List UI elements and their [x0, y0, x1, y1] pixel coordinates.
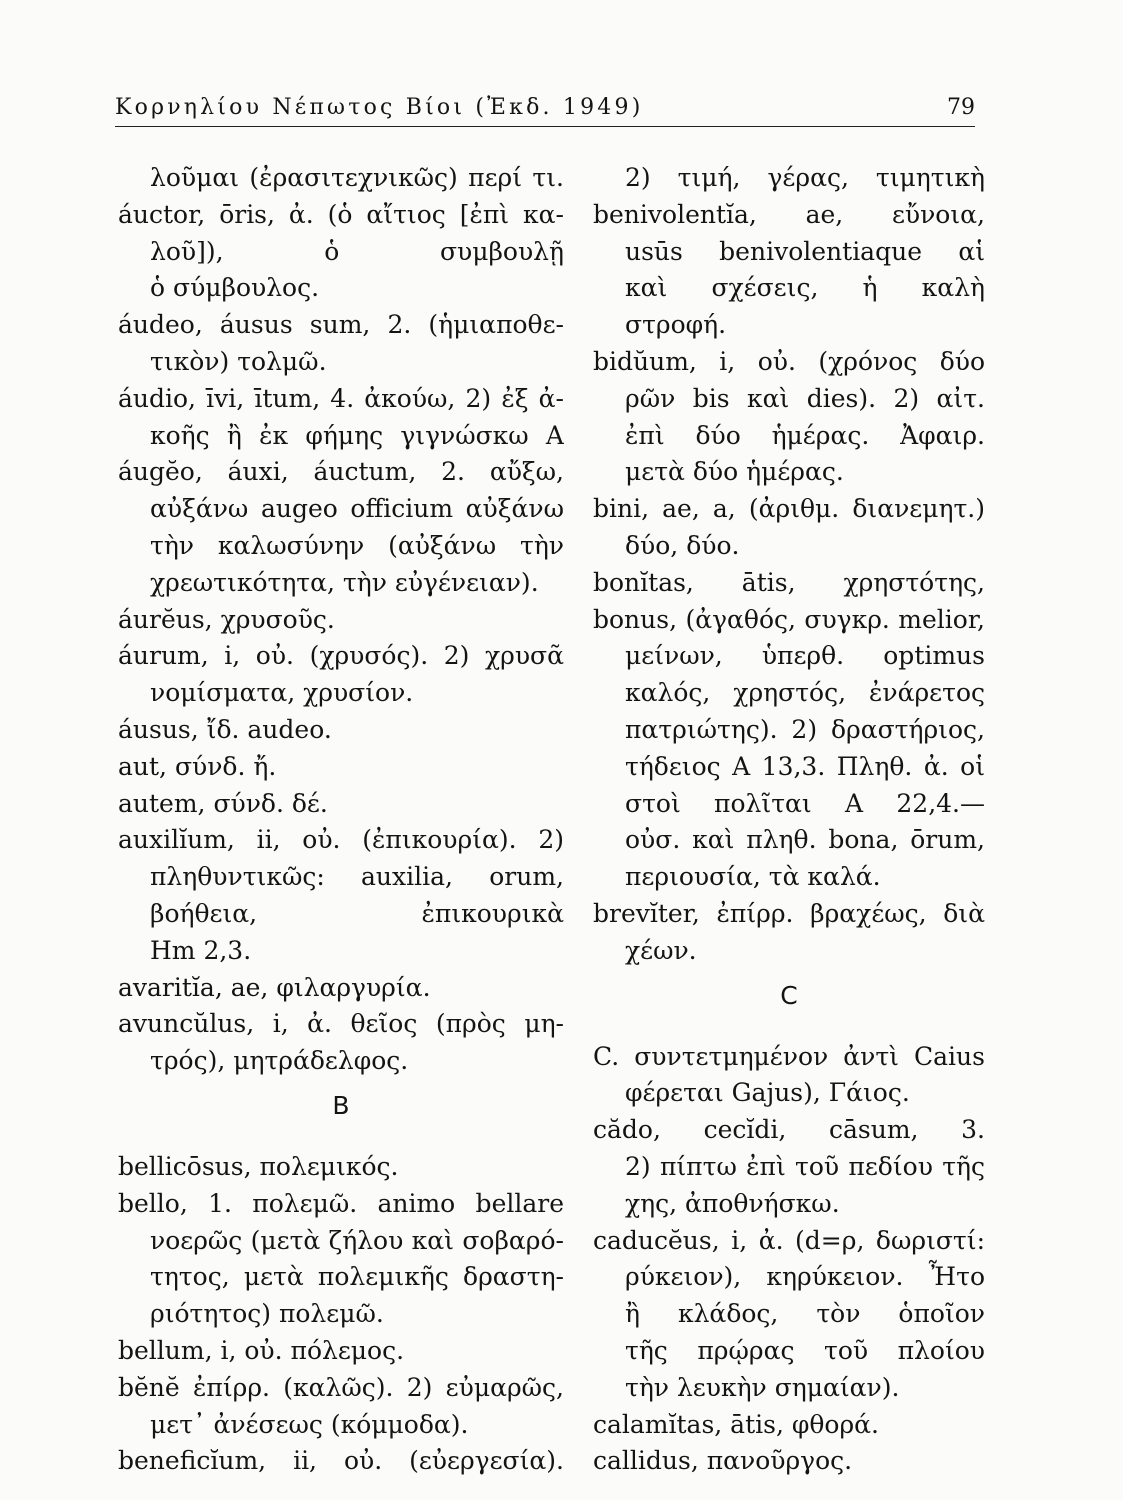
- dictionary-entry-line: aut, σύνδ. ἤ.: [118, 751, 277, 781]
- dictionary-entry-line: áugĕo, áuxi, áuctum, 2. αὔξω,: [118, 457, 564, 487]
- entry-continuation-line: φέρεται Gajus), Γάιος.: [625, 1078, 910, 1108]
- entry-continuation-line: καλός, χρηστός, ἐνάρετος: [625, 678, 985, 708]
- dictionary-entry-line: áurĕus, χρυσοῦς.: [118, 604, 335, 634]
- entry-continuation-line: περιουσία, τὰ καλά.: [625, 862, 881, 892]
- dictionary-entry-line: bonĭtas, ātis, χρηστότης,: [593, 567, 985, 597]
- entry-continuation-line: αὐξάνω augeo officium αὐξάνω: [150, 494, 564, 524]
- dictionary-entry-line: C. συντετμημένον ἀντὶ Caius: [593, 1041, 985, 1071]
- entry-continuation-line: usūs benivolentiaque αἱ: [625, 236, 985, 266]
- entry-continuation-line: ριότητος) πολεμῶ.: [150, 1299, 384, 1329]
- dictionary-entry-line: brevĭter, ἐπίρρ. βραχέως, διὰ: [593, 898, 985, 928]
- entry-continuation-line: δύο, δύο.: [625, 530, 740, 560]
- dictionary-entry-line: áusus, ἴδ. audeo.: [118, 714, 332, 744]
- dictionary-entry-line: áudeo, áusus sum, 2. (ἡμιαποθε-: [118, 310, 564, 340]
- entry-continuation-line: χης, ἀποθνήσκω.: [625, 1188, 840, 1218]
- dictionary-entry-line: bini, ae, a, (ἀριθμ. διανεμητ.): [593, 494, 985, 524]
- page-number: 79: [947, 95, 975, 120]
- entry-continuation-line: κοῆς ἢ ἐκ φήμης γιγνώσκω A: [150, 420, 564, 450]
- entry-continuation-line: ρύκειον), κηρύκειον. Ἦτο: [625, 1262, 985, 1292]
- entry-continuation-line: τὴν καλωσύνην (αὐξάνω τὴν: [150, 530, 564, 560]
- entry-continuation-line: τῆς πρῴρας τοῦ πλοίου: [625, 1335, 985, 1365]
- header-rule: [115, 126, 975, 127]
- dictionary-entry-line: avuncŭlus, i, ἀ. θεῖος (πρὸς μη-: [118, 1009, 564, 1039]
- dictionary-entry-line: áudio, īvi, ītum, 4. ἀκούω, 2) ἐξ ἀ-: [118, 383, 564, 413]
- entry-continuation-line: νομίσματα, χρυσίον.: [150, 678, 414, 708]
- left-column: [118, 160, 564, 1480]
- entry-continuation-line: στοὶ πολῖται A 22,4.—: [625, 788, 985, 818]
- entry-continuation-line: πληθυντικῶς: auxilia, orum,: [150, 862, 564, 892]
- dictionary-entry-line: benivolentĭa, ae, εὔνοια,: [593, 199, 985, 229]
- dictionary-entry-line: beneficĭum, ii, οὐ. (εὐεργεσία).: [118, 1446, 564, 1476]
- entry-continuation-line: ἐπὶ δύο ἡμέρας. Ἀφαιρ.: [625, 420, 985, 450]
- dictionary-entry-line: áuctor, ōris, ἀ. (ὁ αἴτιος [ἐπὶ κα-: [118, 199, 564, 229]
- entry-continuation-line: τήδειος A 13,3. Πληθ. ἀ. οἱ: [625, 751, 985, 781]
- dictionary-entry-line: callidus, πανοῦργος.: [593, 1446, 853, 1476]
- entry-continuation-line: λοῦ]), ὁ συμβουλῇ: [150, 236, 564, 266]
- dictionary-entry-line: caducĕus, i, ἀ. (d=ρ, δωριστί:: [593, 1225, 985, 1255]
- entry-continuation-line: ἢ κλάδος, τὸν ὁποῖον: [625, 1299, 985, 1329]
- dictionary-entry-line: cădo, cecĭdi, cāsum, 3.: [593, 1115, 985, 1145]
- dictionary-entry-line: auxilĭum, ii, οὐ. (ἐπικουρία). 2): [118, 825, 564, 855]
- entry-continuation-line: στροφή.: [625, 310, 727, 340]
- entry-continuation-line: Hm 2,3.: [150, 935, 252, 965]
- dictionary-entry-line: autem, σύνδ. δέ.: [118, 788, 328, 818]
- entry-continuation-line: βοήθεια, ἐπικουρικὰ: [150, 898, 564, 928]
- dictionary-entry-line: bonus, (ἀγαθός, συγκρ. melior,: [593, 604, 985, 634]
- dictionary-entry-line: bellicōsus, πολεμικός.: [118, 1151, 399, 1181]
- entry-continuation-line: νοερῶς (μετὰ ζήλου καὶ σοβαρό-: [150, 1225, 564, 1255]
- entry-continuation-line: ὁ σύμβουλος.: [150, 273, 320, 303]
- section-letter-heading: C: [780, 980, 798, 1010]
- section-letter-heading: B: [332, 1090, 350, 1120]
- dictionary-entry-line: avaritĭa, ae, φιλαργυρία.: [118, 972, 431, 1002]
- entry-continuation-line: 2) τιμή, γέρας, τιμητικὴ: [625, 163, 985, 192]
- entry-continuation-line: τρός), μητράδελφος.: [150, 1046, 409, 1076]
- dictionary-entry-line: áurum, i, οὐ. (χρυσός). 2) χρυσᾶ: [118, 641, 564, 671]
- entry-continuation-line: χρεωτικότητα, τὴν εὐγένειαν).: [150, 567, 539, 597]
- dictionary-entry-line: bellum, i, οὐ. πόλεμος.: [118, 1335, 405, 1365]
- entry-continuation-line: τικὸν) τολμῶ.: [150, 346, 327, 376]
- entry-continuation-line: τὴν λευκὴν σημαίαν).: [625, 1372, 900, 1402]
- running-title: Κορνηλίου Νέπωτος Βίοι (Ἐκδ. 1949): [115, 95, 644, 120]
- entry-continuation-line: καὶ σχέσεις, ἡ καλὴ: [625, 273, 985, 303]
- dictionary-entry-line: bĕnĕ ἐπίρρ. (καλῶς). 2) εὐμαρῶς,: [118, 1372, 564, 1402]
- entry-continuation-line: χέων.: [625, 935, 697, 965]
- entry-continuation-line: μετὰ δύο ἡμέρας.: [625, 457, 844, 487]
- entry-continuation-line: λοῦμαι (ἐρασιτεχνικῶς) περί τι.: [150, 163, 564, 192]
- entry-continuation-line: ρῶν bis καὶ dies). 2) αἰτ.: [625, 383, 985, 413]
- dictionary-entry-line: bello, 1. πολεμῶ. animo bellare: [118, 1188, 564, 1218]
- dictionary-entry-line: calamĭtas, ātis, φθορά.: [593, 1409, 879, 1439]
- entry-continuation-line: οὐσ. καὶ πληθ. bona, ōrum,: [625, 825, 985, 855]
- entry-continuation-line: 2) πίπτω ἐπὶ τοῦ πεδίου τῆς: [625, 1151, 985, 1181]
- entry-continuation-line: πατριώτης). 2) δραστήριος,: [625, 714, 985, 744]
- entry-continuation-line: τητος, μετὰ πολεμικῆς δραστη-: [150, 1262, 564, 1292]
- entry-continuation-line: μείνων, ὑπερθ. optimus: [625, 641, 985, 671]
- right-column: [593, 160, 985, 1480]
- dictionary-entry-line: bidŭum, i, οὐ. (χρόνος δύο: [593, 346, 985, 376]
- entry-continuation-line: μετ᾽ ἀνέσεως (κόμμοδα).: [150, 1409, 469, 1439]
